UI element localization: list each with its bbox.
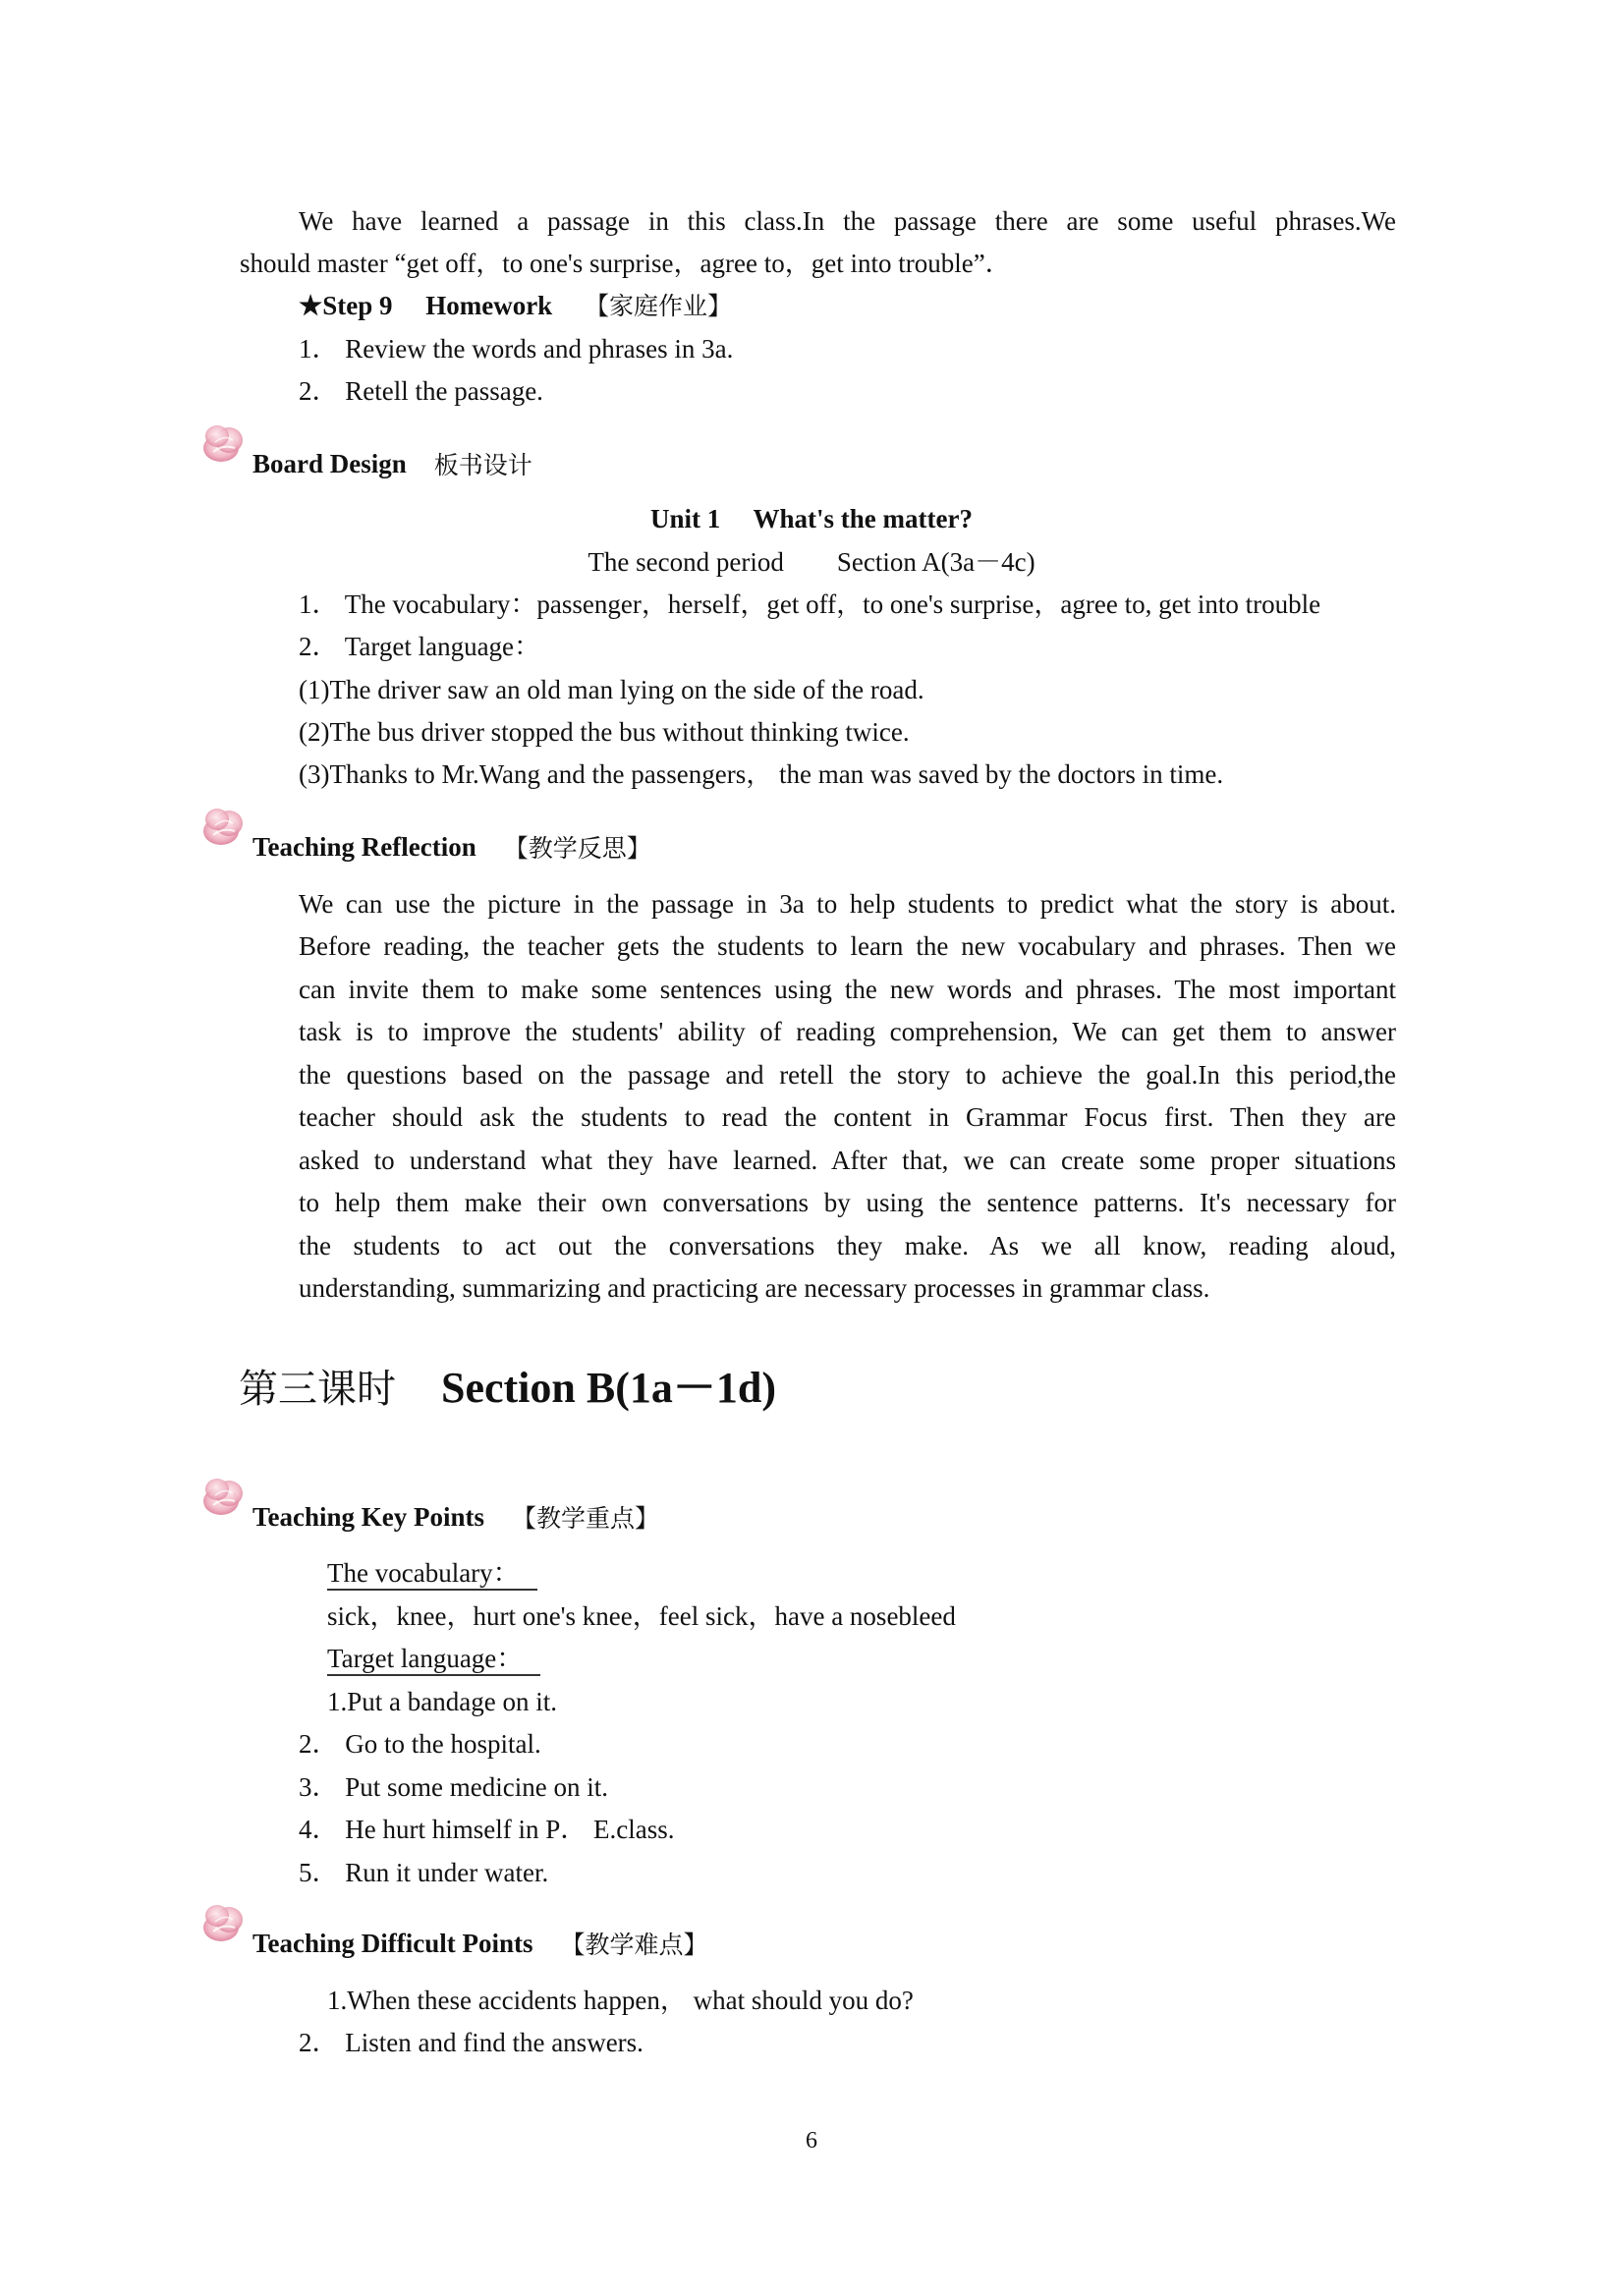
key-vocab-label-text: The vocabulary：	[327, 1558, 537, 1591]
difficult-points-title: Teaching Difficult Points	[252, 1929, 533, 1958]
flower-icon	[199, 1472, 247, 1521]
reflection-line-5: the questions based on the passage and retell the story to achieve the goal.In this period,the	[299, 1060, 1396, 1090]
reflection-line-6: teacher should ask the students to read the content in Grammar Focus first. Then they are	[299, 1102, 1396, 1132]
key-item-2: 2． Go to the hospital.	[299, 1729, 541, 1759]
reflection-line-4: task is to improve the students' ability of reading comprehension, We can get them to answer	[299, 1017, 1396, 1046]
step9-item-1: 1． Review the words and phrases in 3a.	[299, 334, 734, 364]
section-title	[239, 1359, 776, 1419]
reflection-cn: 【教学反思】	[503, 834, 651, 863]
key-item-5: 5． Run it under water.	[299, 1858, 549, 1887]
board-subtitle: The second period Section A(3a－4c)	[588, 547, 1035, 577]
reflection-line-8: to help them make their own conversations by using the sentence patterns. It's necessary for	[299, 1188, 1396, 1217]
key-item-4: 4． He hurt himself in P． E.class.	[299, 1815, 675, 1844]
difficult-points-heading	[199, 1902, 708, 1961]
summary-line-1: We have learned a passage in this class.In the passage there are some useful phrases.We	[299, 206, 1396, 236]
board-design-cn: 板书设计	[433, 451, 532, 479]
board-sentence-2: (2)The bus driver stopped the bus without thinking twice.	[299, 717, 910, 747]
board-design-heading	[199, 422, 532, 481]
reflection-line-3: can invite them to make some sentences using the new words and phrases. The most important	[299, 975, 1396, 1004]
key-vocab-label	[327, 1555, 537, 1591]
step9-item-2: 2． Retell the passage.	[299, 376, 543, 406]
flower-icon	[199, 1898, 247, 1947]
section-title-en: Section B(1a－1d)	[441, 1364, 776, 1412]
key-points-heading	[199, 1476, 659, 1535]
difficult-points-cn: 【教学难点】	[560, 1931, 708, 1959]
flower-icon	[199, 419, 247, 468]
key-item-3: 3． Put some medicine on it.	[299, 1772, 608, 1802]
reflection-title: Teaching Reflection	[252, 832, 476, 862]
flower-icon	[199, 802, 247, 851]
difficult-item-1: 1.When these accidents happen， what should you do?	[327, 1986, 914, 2015]
summary-line-2: should master “get off，to one's surprise，agree to，get into trouble”．	[240, 249, 1012, 278]
key-item-1: 1.Put a bandage on it.	[327, 1687, 557, 1716]
reflection-line-10: understanding, summarizing and practicing are necessary processes in grammar class.	[299, 1273, 1210, 1303]
reflection-line-7: asked to understand what they have learned. After that, we can create some proper situations	[299, 1146, 1396, 1175]
board-sentence-1: (1)The driver saw an old man lying on the side of the road.	[299, 675, 924, 704]
reflection-line-2: Before reading, the teacher gets the students to learn the new vocabulary and phrases. Then we	[299, 931, 1396, 961]
step9-label: ★Step 9 Homework	[299, 291, 553, 320]
key-target-label-text: Target language：	[327, 1644, 540, 1676]
key-points-title: Teaching Key Points	[252, 1502, 485, 1532]
board-unit-title: Unit 1 What's the matter?	[650, 504, 973, 533]
board-target: 2． Target language：	[299, 632, 541, 661]
board-sentence-3: (3)Thanks to Mr.Wang and the passengers， the man was saved by the doctors in time.	[299, 759, 1224, 789]
reflection-line-1: We can use the picture in the passage in 3a to help students to predict what the story is about.	[299, 889, 1396, 919]
key-points-cn: 【教学重点】	[512, 1504, 660, 1533]
key-vocab: sick，knee，hurt one's knee，feel sick，have a nosebleed	[327, 1601, 956, 1631]
board-vocab: 1． The vocabulary：passenger，herself，get off，to one's surprise，agree to, get into trouble	[299, 589, 1321, 619]
reflection-line-9: the students to act out the conversations they make. As we all know, reading aloud,	[299, 1231, 1396, 1260]
board-design-title: Board Design	[252, 449, 407, 478]
difficult-item-2: 2． Listen and find the answers.	[299, 2028, 644, 2057]
reflection-heading	[199, 806, 651, 865]
page-number: 6	[806, 2128, 817, 2154]
step9-heading	[299, 288, 732, 324]
section-title-cn: 第三课时	[239, 1367, 396, 1412]
key-target-label	[327, 1641, 540, 1676]
step9-cn: 【家庭作业】	[584, 292, 732, 320]
